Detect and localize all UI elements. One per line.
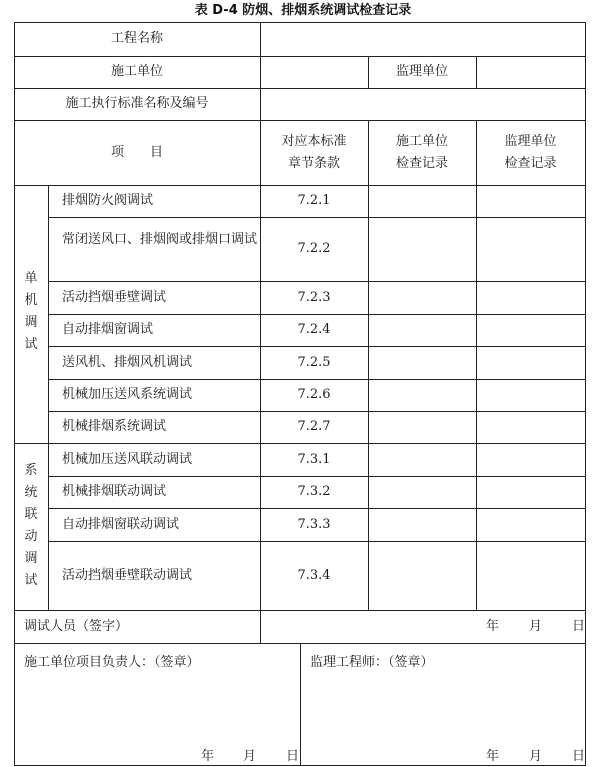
tester-date-month: 月 [529, 619, 543, 634]
row-divider [14, 88, 586, 89]
table-row-clause: 7.3.4 [297, 568, 331, 583]
col-divider [300, 643, 301, 766]
row-divider [48, 508, 586, 509]
clause-header-line2: 章节条款 [287, 156, 340, 171]
supervisor-date-month: 月 [529, 749, 543, 764]
table-row-clause: 7.3.3 [297, 517, 331, 532]
item-column-header: 项 目 [110, 145, 163, 160]
table-row-item: 排烟防火阀调试 [62, 193, 154, 208]
group-label-single-unit: 单机调试 [24, 271, 38, 352]
table-row-clause: 7.2.3 [297, 290, 331, 305]
row-divider [14, 610, 586, 611]
border-top [14, 22, 586, 23]
table-row-clause: 7.3.2 [297, 484, 331, 499]
border-left [14, 22, 15, 766]
construction-check-header-line2: 检查记录 [395, 156, 448, 171]
table-row-item: 活动挡烟垂壁调试 [62, 290, 167, 305]
table-row-item: 活动挡烟垂壁联动调试 [62, 568, 193, 583]
row-divider [14, 120, 586, 121]
table-row-clause: 7.2.5 [297, 355, 331, 370]
table-row-item: 常闭送风口、排烟阀或排烟口调试 [62, 232, 258, 247]
construction-date-year: 年 [201, 749, 215, 764]
supervisor-date-day: 日 [572, 749, 586, 764]
table-row-item: 自动排烟窗调试 [62, 322, 154, 337]
col-divider [476, 56, 477, 88]
row-divider [48, 217, 586, 218]
table-row-clause: 7.2.7 [297, 419, 331, 434]
row-divider [48, 541, 586, 542]
row-divider [48, 281, 586, 282]
tester-date-year: 年 [486, 619, 500, 634]
form-title: 表 D-4 防烟、排烟系统调试检查记录 [194, 3, 412, 18]
table-row-item: 机械加压送风联动调试 [62, 452, 193, 467]
table-row-item: 送风机、排烟风机调试 [62, 355, 193, 370]
supervision-unit-label: 监理单位 [395, 64, 448, 79]
tester-signature-label: 调试人员（签字） [24, 619, 129, 634]
clause-header-line1: 对应本标准 [281, 134, 347, 149]
construction-unit-label: 施工单位 [110, 64, 163, 79]
supervision-check-header-line1: 监理单位 [504, 134, 557, 149]
col-divider [368, 120, 369, 610]
construction-date-month: 月 [243, 749, 257, 764]
row-divider [14, 185, 586, 186]
construction-check-header-line1: 施工单位 [395, 134, 448, 149]
row-divider [48, 346, 586, 347]
table-row-item: 机械加压送风系统调试 [62, 387, 193, 402]
supervision-check-header-line2: 检查记录 [504, 156, 557, 171]
supervisor-date-year: 年 [486, 749, 500, 764]
row-divider [14, 443, 586, 444]
table-row-item: 自动排烟窗联动调试 [62, 517, 180, 532]
table-row-clause: 7.2.2 [297, 241, 331, 256]
table-row-clause: 7.2.4 [297, 322, 331, 337]
standard-label: 施工执行标准名称及编号 [65, 96, 209, 111]
construction-date-day: 日 [286, 749, 300, 764]
supervisor-signature: 监理工程师：（签章） [310, 655, 434, 670]
row-divider [48, 314, 586, 315]
table-row-clause: 7.2.1 [297, 193, 331, 208]
row-divider [14, 56, 586, 57]
row-divider [48, 411, 586, 412]
table-row-clause: 7.2.6 [297, 387, 331, 402]
tester-date-day: 日 [572, 619, 586, 634]
table-row-item: 机械排烟联动调试 [62, 484, 167, 499]
border-right [585, 22, 586, 766]
col-divider [48, 185, 49, 610]
project-name-label: 工程名称 [110, 31, 163, 46]
table-row-clause: 7.3.1 [297, 452, 331, 467]
row-divider [48, 379, 586, 380]
row-divider [48, 476, 586, 477]
group-label-system-linkage: 系统联动调试 [24, 463, 38, 588]
table-row-item: 机械排烟系统调试 [62, 419, 167, 434]
col-divider [476, 120, 477, 610]
construction-manager-signature: 施工单位项目负责人：（签章） [24, 655, 200, 670]
